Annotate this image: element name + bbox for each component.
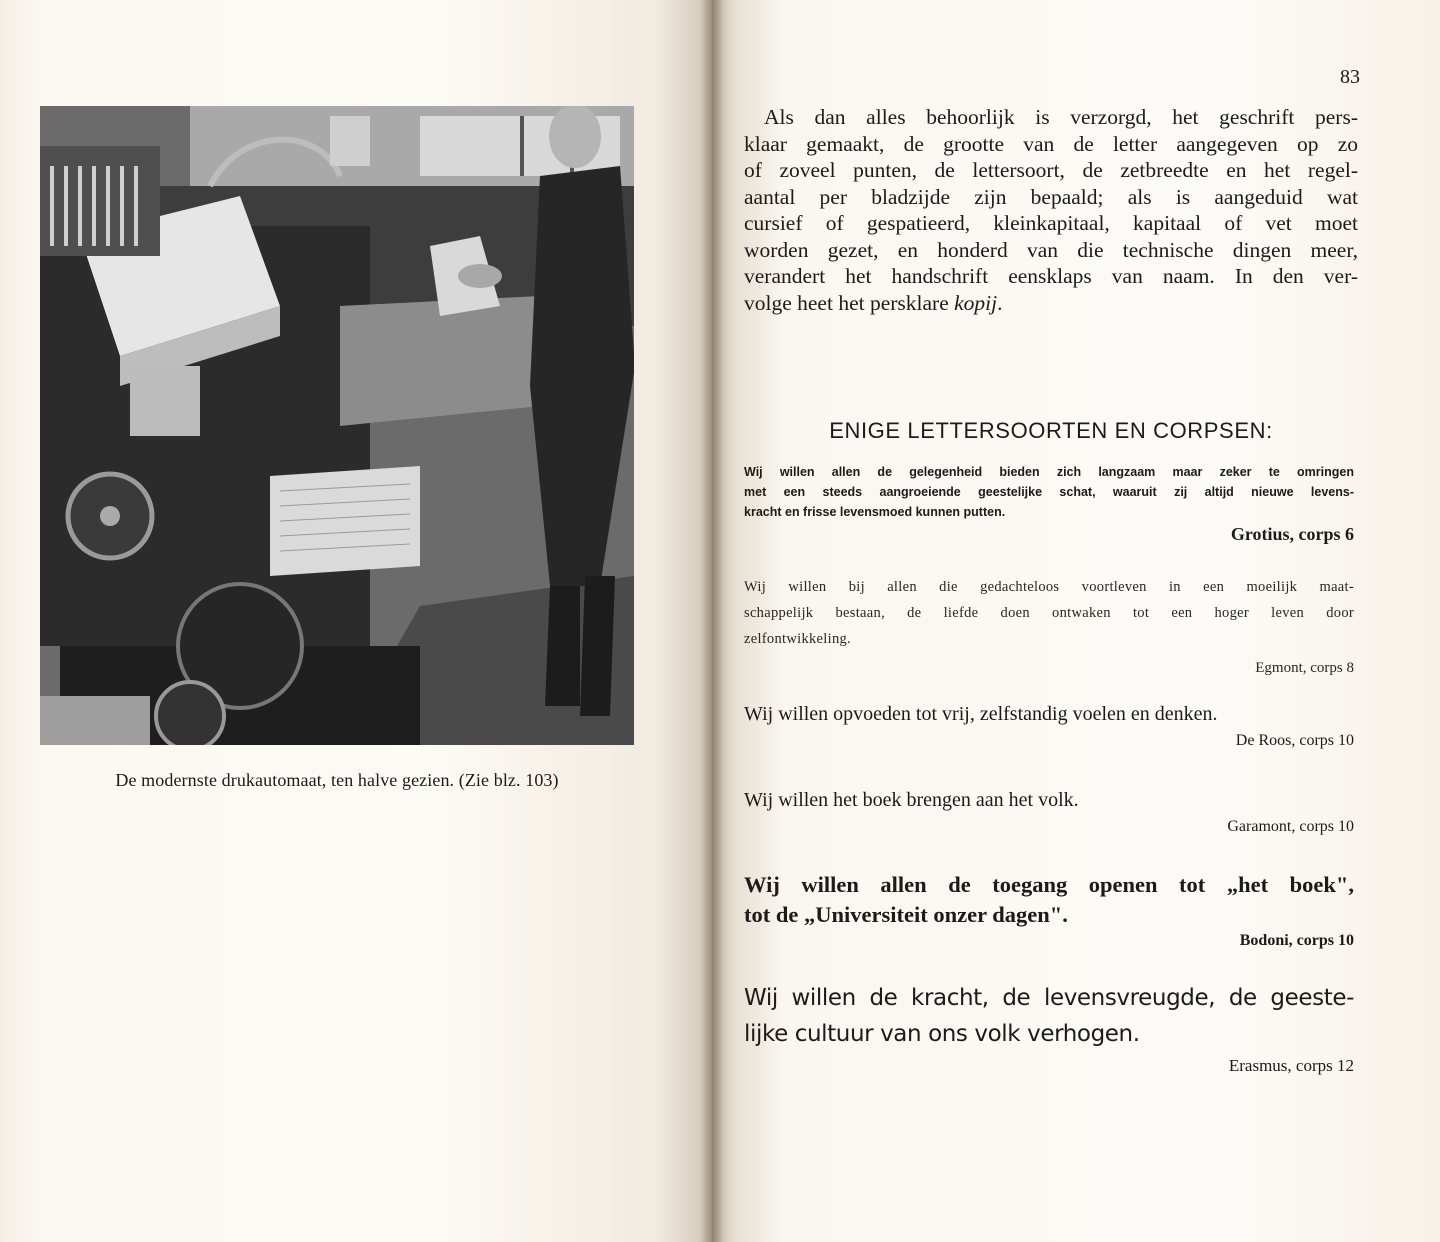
specimen-line: Wij willen het boek brengen aan het volk. <box>744 789 1079 811</box>
intro-line: klaar gemaakt, de grootte van de letter aangegeven op zo <box>744 131 1358 156</box>
page-number: 83 <box>1340 66 1360 88</box>
specimen-text <box>744 700 1354 728</box>
specimen-line: kracht en frisse levensmoed kunnen putten. <box>744 505 1006 519</box>
specimen-grotius <box>744 462 1354 545</box>
intro-last-prefix: volge heet het persklare <box>744 290 955 315</box>
specimen-label: De Roos, corps 10 <box>1235 732 1354 749</box>
section-heading: ENIGE LETTERSOORTEN EN CORPSEN: <box>829 418 1273 443</box>
specimen-label: Bodoni, corps 10 <box>1239 932 1354 949</box>
specimen-line: lijke cultuur van ons volk verhogen. <box>744 1021 1140 1047</box>
intro-line: of zoveel punten, de lettersoort, de zetbreedte en het regel- <box>744 158 1358 182</box>
intro-line: aantal per bladzijde zijn bepaald; als is aangeduid wat <box>744 184 1358 209</box>
specimen-bodoni <box>744 870 1354 950</box>
specimen-line: met een steeds aangroeiende geestelijke schat, waaruit zij altijd nieuwe levens- <box>744 485 1354 499</box>
intro-last-suffix: . <box>997 290 1003 315</box>
specimen-line: tot de „Universiteit onzer dagen". <box>744 902 1068 927</box>
intro-paragraph <box>744 104 1358 316</box>
specimen-line: Wij willen allen de toegang openen tot „het boek", <box>744 872 1354 897</box>
specimen-label: Grotius, corps 6 <box>1230 524 1354 544</box>
specimen-label: Erasmus, corps 12 <box>1228 1056 1354 1075</box>
specimen-de-roos <box>744 700 1354 750</box>
photo-caption: De modernste drukautomaat, ten halve gezien. (Zie blz. 103) <box>115 770 559 790</box>
specimen-line: Wij willen de kracht, de levensvreugde, de geeste- <box>744 985 1354 1011</box>
book-gutter <box>700 0 724 1242</box>
specimen-label: Garamont, corps 10 <box>1227 818 1354 835</box>
intro-line: worden gezet, en honderd van die technische dingen meer, <box>744 237 1358 262</box>
specimen-garamont <box>744 786 1354 836</box>
printing-press-photo <box>40 106 634 745</box>
intro-line: cursief of gespatieerd, kleinkapitaal, kapitaal of vet moet <box>744 211 1358 235</box>
specimen-erasmus <box>744 980 1354 1076</box>
specimen-text <box>744 462 1354 522</box>
specimen-line: Wij willen allen de gelegenheid bieden zich langzaam maar zeker te omringen <box>744 465 1354 479</box>
specimen-line: Wij willen bij allen die gedachteloos voortleven in een moeilijk maat- <box>744 579 1354 595</box>
intro-line: Als dan alles behoorlijk is verzorgd, het geschrift pers- <box>764 105 1358 129</box>
specimen-text <box>744 870 1354 930</box>
specimen-line: Wij willen opvoeden tot vrij, zelfstandig voelen en denken. <box>744 703 1218 725</box>
photo-illustration <box>40 106 634 745</box>
specimen-label: Egmont, corps 8 <box>1255 660 1354 676</box>
intro-italic-word: kopij <box>954 290 998 315</box>
specimen-text <box>744 574 1354 652</box>
specimen-text <box>744 786 1354 814</box>
specimen-text <box>744 980 1354 1052</box>
intro-last-line <box>744 290 1358 317</box>
specimen-line: schappelijk bestaan, de liefde doen ontwaken tot een hoger leven door <box>744 605 1354 621</box>
intro-line: verandert het handschrift eensklaps van naam. In den ver- <box>744 264 1358 288</box>
specimen-line: zelfontwikkeling. <box>744 631 851 647</box>
left-page <box>0 0 712 1242</box>
specimen-egmont <box>744 574 1354 677</box>
